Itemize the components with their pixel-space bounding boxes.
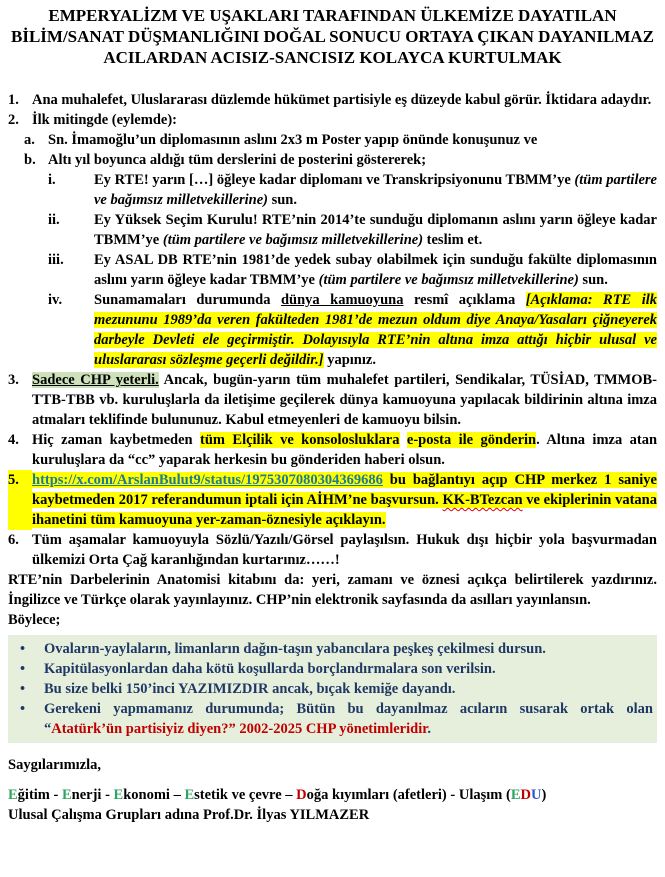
bullet-block: [8, 635, 657, 743]
title-line-3: ACILARDAN ACISIZ-SANCISIZ KOLAYCA KURTULMAK: [103, 48, 562, 67]
bullet-text: [44, 679, 653, 699]
item-text: [32, 530, 657, 570]
text-segment: (tüm partilere ve bağımsız milletvekillerine): [318, 272, 579, 288]
text-segment: Atatürk’ün partisiyiz diyen?”: [51, 721, 236, 737]
bullet-text: [44, 639, 653, 659]
text-segment: Hiç zaman kaybetmeden: [32, 432, 201, 448]
text-segment: RTE’nin Darbelerinin Anatomisi kitabını da: yeri, zamanı ve öznesi açıkça belirtilerek yazdırınız. İngilizce ve Türkçe olarak yayınlayınız. CHP’nin elektronik sayfasında da asılları yayınlansın.: [8, 572, 657, 608]
text-segment: dünya kamuoyuna: [280, 292, 404, 308]
list-item-6: [8, 530, 657, 570]
list-item-2: [8, 110, 657, 130]
text-segment: (tüm partilere ve bağımsız milletvekillerine): [162, 232, 424, 248]
bullet-text: [44, 659, 653, 679]
bullet-marker: •: [20, 661, 26, 677]
text-segment: [Açıklama: RTE ilk mezununu 1989’da veren fakülteden 1981’de mezun oldum diye Anaya/Yasaları çiğneyerek darbeyle Devleti ele geçirmiştir. Dolayısıyla RTE’nin altına imza attığı hiçbir ulusal ve uluslararası sözleşme geçerli değildir.]: [94, 292, 658, 368]
list-item-3: [8, 370, 657, 430]
item-number: 2.: [8, 112, 19, 128]
list-item-4: [8, 430, 657, 470]
closing-salutation: [8, 755, 657, 775]
item-text: [48, 130, 657, 150]
document-title: [8, 5, 657, 68]
text-segment: Böylece;: [8, 612, 61, 628]
item-text: [32, 110, 657, 130]
signature-name-line: [8, 805, 657, 825]
text-segment: Kapitülasyonlardan daha kötü koşullarda borçlandırmalara son verilsin.: [44, 661, 496, 677]
item-text: [32, 430, 657, 470]
signature-groups-line: [8, 785, 657, 805]
text-segment: E: [8, 787, 18, 803]
list-item-roman-ii: [48, 210, 657, 250]
text-segment: İlk mitingde (eylemde):: [32, 112, 177, 128]
text-segment: nerji: [71, 787, 102, 803]
text-segment: Ey RTE! yarın […] öğleye kadar diplomanı ve Transkripsiyonunu TBMM’ye: [94, 172, 575, 188]
bullet-item: [8, 659, 653, 679]
text-segment: sun.: [267, 192, 297, 208]
text-segment: -: [101, 787, 114, 803]
text-segment: Ulaşım (: [458, 787, 511, 803]
text-segment: Ovaların-yaylaların, limanların dağın-taşın yabancılara peşkeş çekilmesi dursun.: [44, 641, 546, 657]
text-segment: E: [510, 787, 521, 803]
item-text: [94, 290, 657, 370]
text-segment: yapınız.: [323, 352, 376, 368]
text-segment: –: [169, 787, 185, 803]
item-number: 1.: [8, 92, 19, 108]
text-segment: Bu size belki 150’inci YAZIMIZDIR ancak, bıçak kemiğe dayandı.: [44, 681, 456, 697]
bullet-text: [44, 699, 653, 739]
text-segment: teslim et.: [423, 232, 483, 248]
text-segment: D: [296, 787, 307, 803]
text-segment: oğa kıyımları (afetleri): [306, 787, 447, 803]
text-segment: Altı yıl boyunca aldığı tüm derslerini de posterini göstererek;: [48, 152, 427, 168]
title-spacer: [8, 68, 657, 90]
text-segment: (tüm partilere ve bağımsız milletvekillerine): [94, 172, 657, 208]
item-letter: a.: [24, 132, 35, 148]
text-segment: E: [113, 787, 124, 803]
text-segment: “: [44, 721, 52, 737]
text-segment: 2002-2025 CHP yönetimleridir: [235, 721, 428, 737]
text-segment: Sunamamaları durumunda: [94, 292, 281, 308]
text-segment: Sn. İmamoğlu’un diplomasının aslını 2x3 m Poster yapıp önünde konuşunuz ve: [48, 132, 538, 148]
text-segment: Ulusal Çalışma Grupları adına Prof.Dr. İlyas YILMAZER: [8, 807, 370, 823]
text-segment: ğitim: [17, 787, 50, 803]
text-segment: Tüm aşamalar kamuoyuyla Sözlü/Yazılı/Görsel paylaşılsın. Hukuk dışı hiçbir yola başvurmadan ülkemizi Orta Çağ karanlığından kurtarınız……!: [32, 532, 657, 568]
text-segment: ve ekiplerinin vatana ihanetini tüm kamuoyuna yer-zaman-öznesiyle açıklayın.: [32, 492, 657, 528]
item-letter: b.: [24, 152, 36, 168]
text-segment: KK-BTezcan: [442, 492, 523, 508]
bullet-item: [8, 679, 653, 699]
text-segment: Ey ASAL DB RTE’nin 1981’de yedek subay olabilmek için sunduğu fakülte diplomasının aslını yarın öğleye kadar TBMM’ye: [94, 252, 657, 288]
text-segment: -: [49, 787, 62, 803]
item-roman: iv.: [48, 292, 63, 308]
item-text: [94, 210, 657, 250]
text-segment: –: [281, 787, 297, 803]
item-roman: ii.: [48, 212, 60, 228]
bullet-item: [8, 639, 653, 659]
text-segment: resmî açıklama: [403, 292, 526, 308]
text-segment: . Altına imza atan kuruluşlara da “cc” yaparak herkesin bu gönderiden haberi olsun.: [32, 432, 658, 468]
text-segment: D: [520, 787, 531, 803]
bullet-marker: •: [20, 701, 26, 717]
list-item-5: [8, 470, 657, 530]
item-text: [94, 250, 657, 290]
text-segment: konomi: [123, 787, 170, 803]
item-text: [32, 370, 657, 430]
item-number: 5.: [8, 470, 32, 530]
item-number: 6.: [8, 532, 19, 548]
item-roman: i.: [48, 172, 56, 188]
text-segment: Ey Yüksek Seçim Kurulu! RTE’nin 2014’te sunduğu diplomanın aslını yarın öğleye kadar TBMM’ye: [94, 212, 657, 248]
item-text: [32, 90, 657, 110]
text-segment: E: [184, 787, 195, 803]
item-number: 4.: [8, 432, 19, 448]
bullet-marker: •: [20, 681, 26, 697]
item-text: [48, 150, 657, 170]
text-segment: Ana muhalefet, Uluslararası düzlemde hükümet partisiyle eş düzeyde kabul görür. İktidara adaydır.: [32, 92, 652, 108]
text-segment: Ancak, bugün-yarın tüm muhalefet partileri, Sendikalar, TÜSİAD, TMMOB-TTB-TBB vb. kuruluşlarla da iletişime geçilerek dünya kamuoyuna yapılacak bildirinin altına imza atmaları teklifinde bulununuz. Kabul etmeyenleri de kamuoyu bilsin.: [32, 372, 658, 428]
text-segment: stetik ve çevre: [194, 787, 282, 803]
text-segment: [400, 432, 407, 448]
title-line-1: EMPERYALİZM VE UŞAKLARI TARAFINDAN ÜLKEMİZE DAYATILAN: [48, 6, 617, 25]
bullet-item: [8, 699, 653, 739]
text-segment: .: [427, 721, 431, 737]
text-segment: sun.: [578, 272, 608, 288]
list-item-2b: [24, 150, 657, 170]
text-segment: U: [530, 787, 542, 803]
paragraph-rte-book: [8, 570, 657, 610]
item-number: 3.: [8, 372, 19, 388]
text-segment: Sadece CHP yeterli.: [32, 372, 159, 388]
list-item-2a: [24, 130, 657, 150]
title-line-2: BİLİM/SANAT DÜŞMANLIĞINI DOĞAL SONUCU ORTAYA ÇIKAN DAYANILMAZ: [10, 27, 654, 46]
paragraph-boylece: [8, 610, 657, 630]
tweet-link[interactable]: https://x.com/ArslanBulut9/status/1975307080304369686: [32, 472, 383, 488]
text-segment: -: [446, 787, 459, 803]
bullet-marker: •: [20, 641, 26, 657]
list-item-roman-iii: [48, 250, 657, 290]
text-segment: E: [61, 787, 72, 803]
item-text: [32, 470, 657, 530]
list-item-roman-i: [48, 170, 657, 210]
list-item-roman-iv: [48, 290, 657, 370]
text-segment: Gerekeni yapmamanız durumunda; Bütün bu dayanılmaz acıların susarak ortak olan: [44, 701, 653, 717]
text-segment: e-posta ile gönderin: [406, 432, 537, 448]
text-segment: Saygılarımızla,: [8, 757, 102, 773]
text-segment: tüm Elçilik ve konsolosluklara: [200, 432, 400, 448]
item-roman: iii.: [48, 252, 64, 268]
list-item-1: [8, 90, 657, 110]
text-segment: bu bağlantıyı açıp CHP merkez 1 saniye kaybetmeden 2017 referandumun iptali için AİHM’ne başvursun.: [32, 472, 657, 508]
text-segment: ): [541, 787, 547, 803]
item-text: [94, 170, 657, 210]
